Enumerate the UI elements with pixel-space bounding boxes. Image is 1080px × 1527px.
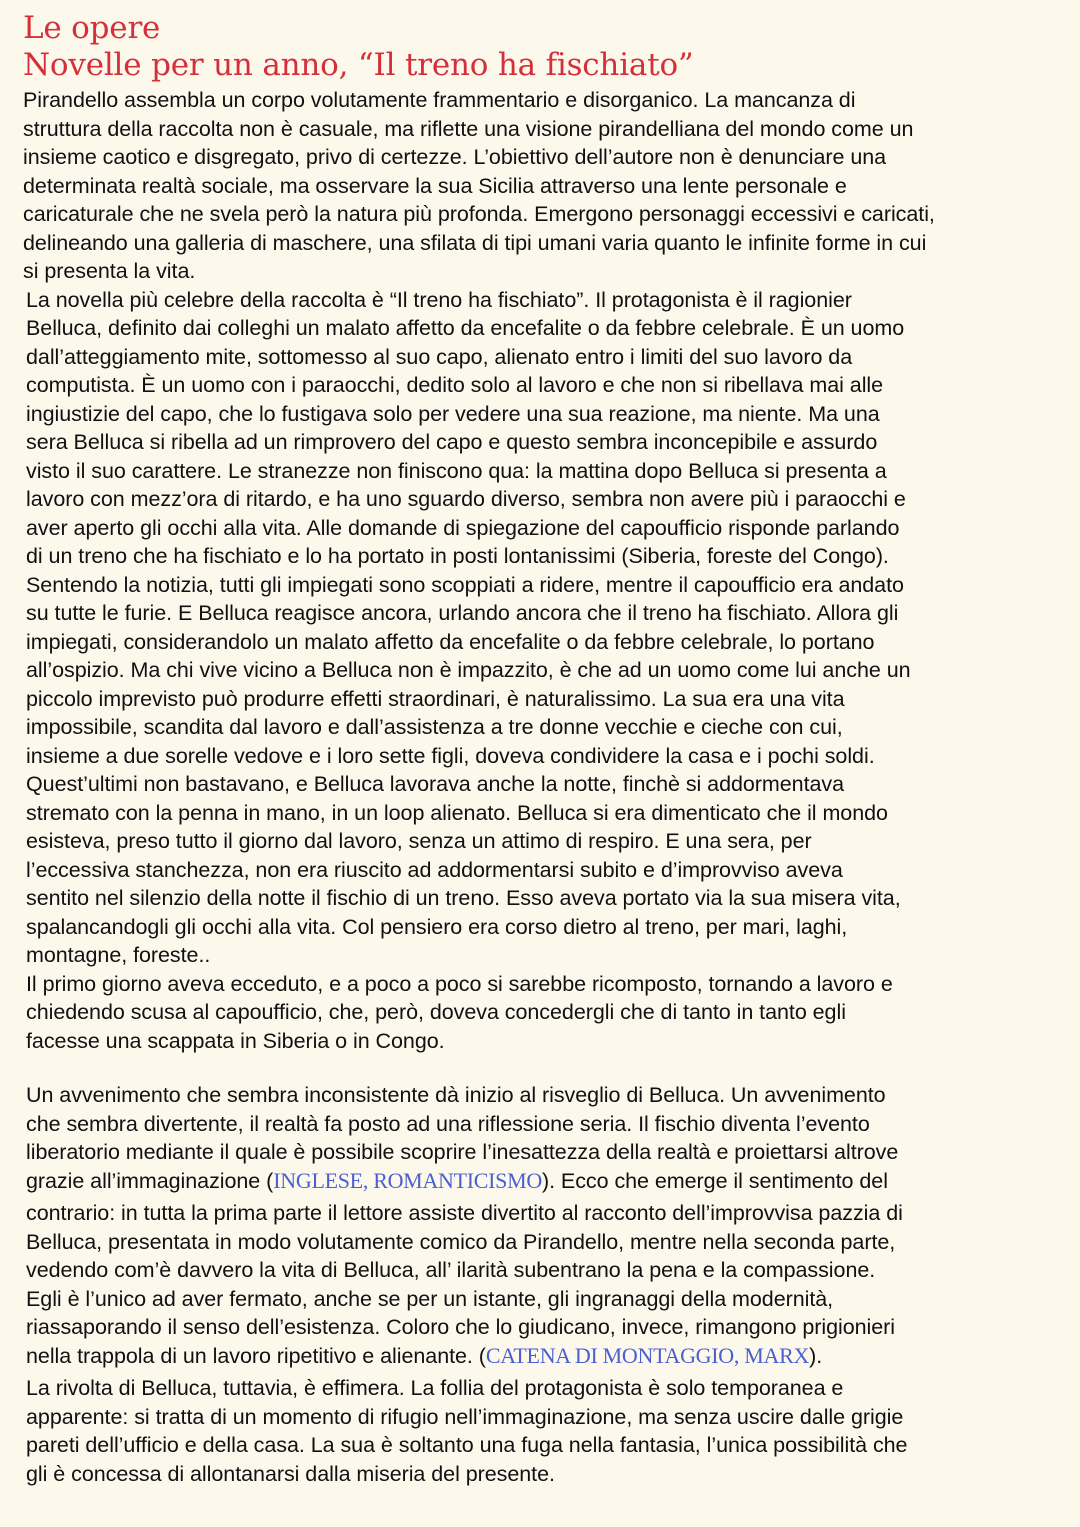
- paragraph-plot: La novella più celebre della raccolta è “Il treno ha fischiato”. Il protagonista è il ragionier Belluca, definito dai colleghi un malato affetto da encefalite o da febbre celebrale. È un uomo dall’atteggiamento mite, sottomesso al suo capo, alienato entro i limiti del suo lavoro da computista. È un uomo con i paraocchi, dedito solo al lavoro e che non si ribellava mai alle ingiustizie del capo, che lo fustigava solo per vedere una sua reazione, ma niente. Ma una sera Belluca si ribella ad un rimprovero del capo e questo sembra inconcepibile e assurdo visto il suo carattere. Le stranezze non finiscono qua: la mattina dopo Belluca si presenta a lavoro con mezz’ora di ritardo, e ha uno sguardo diverso, sembra non avere più i paraocchi e aver aperto gli occhi alla vita. Alle domande di spiegazione del capoufficio risponde parlando di un treno che ha fischiato e lo ha portato in posti lontanissimi (Siberia, foreste del Congo). Sentendo la notizia, tutti gli impiegati sono scoppiati a ridere, mentre il capoufficio era andato su tutte le furie. E Belluca reagisce ancora, urlando ancora che il treno ha fischiato. Allora gli impiegati, considerandolo un malato affetto da encefalite o da febbre celebrale, lo portano all’ospizio. Ma chi vive vicino a Belluca non è impazzito, è che ad un uomo come lui anche un piccolo imprevisto può produrre effetti straordinari, è naturalissimo. La sua era una vita impossibile, scandita dal lavoro e dall’assistenza a tre donne vecchie e cieche con cui, insieme a due sorelle vedove e i loro sette figli, doveva condividere la casa e i pochi soldi. Quest’ultimi non bastavano, e Belluca lavorava anche la notte, finchè si addormentava stremato con la penna in mano, in un loop alienato. Belluca si era dimenticato che il mondo esisteva, preso tutto il giorno dal lavoro, senza un attimo di respiro. E una sera, per l’eccessiva stanchezza, non era riuscito ad addormentarsi subito e d’improvviso aveva sentito nel silenzio della notte il fischio di un treno. Esso aveva portato via la sua misera vita, spalancandogli gli occhi alla vita. Col pensiero era corso dietro al treno, per mari, laghi, montagne, foreste.. Il primo giorno aveva ecceduto, e a poco a poco si sarebbe ricomposto, tornando a lavoro e chiedendo scusa al capoufficio, che, però, doveva concedergli che di tanto in tanto egli facesse una scappata in Siberia o in Congo.: [26, 287, 911, 1053]
- paragraph-contrary-text-end: ).: [809, 1343, 823, 1368]
- paragraph-contrary-text: contrario: in tutta la prima parte il lettore assiste divertito al racconto dell’improvvisa pazzia di Belluca, presentata in modo volutamente comico da Pirandello, mentre nella seconda parte, vedendo com’è davvero la vita di Belluca, all’ ilarità subentrano la pena e la compassione. Egli è l’unico ad aver fermato, anche se per un istante, gli ingranaggi della modernità, riassaporando il senso dell’esistenza. Coloro che lo giudicano, invece, rimangono prigionieri nella trappola di un lavoro ripetitivo e alienante. (: [26, 1201, 903, 1368]
- cross-reference-romanticism: INGLESE, ROMANTICISMO: [273, 1167, 542, 1193]
- paragraph-contrary: [26, 1199, 1050, 1370]
- section-title: Le opere: [23, 10, 161, 46]
- section-subtitle: Novelle per un anno, “Il treno ha fischiato”: [23, 47, 694, 83]
- paragraph-analysis-text-end: ). Ecco che emerge il sentimento del: [541, 1168, 888, 1193]
- paragraph-analysis: [26, 1081, 1050, 1195]
- paragraph-conclusion: La rivolta di Belluca, tuttavia, è effimera. La follia del protagonista è solo temporanea e apparente: si tratta di un momento di rifugio nell’immaginazione, ma senza uscire dalle grigie pareti dell’ufficio e della casa. La sua è soltanto una fuga nella fantasia, l’unica possibilità che gli è concessa di allontanarsi dalla miseria del presente.: [26, 1376, 908, 1486]
- paragraph-analysis-text: Un avvenimento che sembra inconsistente dà inizio al risveglio di Belluca. Un avvenimento che sembra divertente, il realtà fa posto ad una riflessione seria. Il fischio diventa l’evento liberatorio mediante il quale è possibile scoprire l’inesattezza della realtà e proiettarsi altrove grazie all’immaginazione (: [26, 1083, 899, 1193]
- paragraph-intro: Pirandello assembla un corpo volutamente frammentario e disorganico. La mancanza di struttura della raccolta non è casuale, ma riflette una visione pirandelliana del mondo come un insieme caotico e disgregato, privo di certezze. L’obiettivo dell’autore non è denunciare una determinata realtà sociale, ma osservare la sua Sicilia attraverso una lente personale e caricaturale che ne svela però la natura più profonda. Emergono personaggi eccessivi e caricati, delineando una galleria di maschere, una sfilata di tipi umani varia quanto le infinite forme in cui si presenta la vita.: [23, 88, 935, 283]
- cross-reference-marx: CATENA DI MONTAGGIO, MARX: [485, 1342, 810, 1368]
